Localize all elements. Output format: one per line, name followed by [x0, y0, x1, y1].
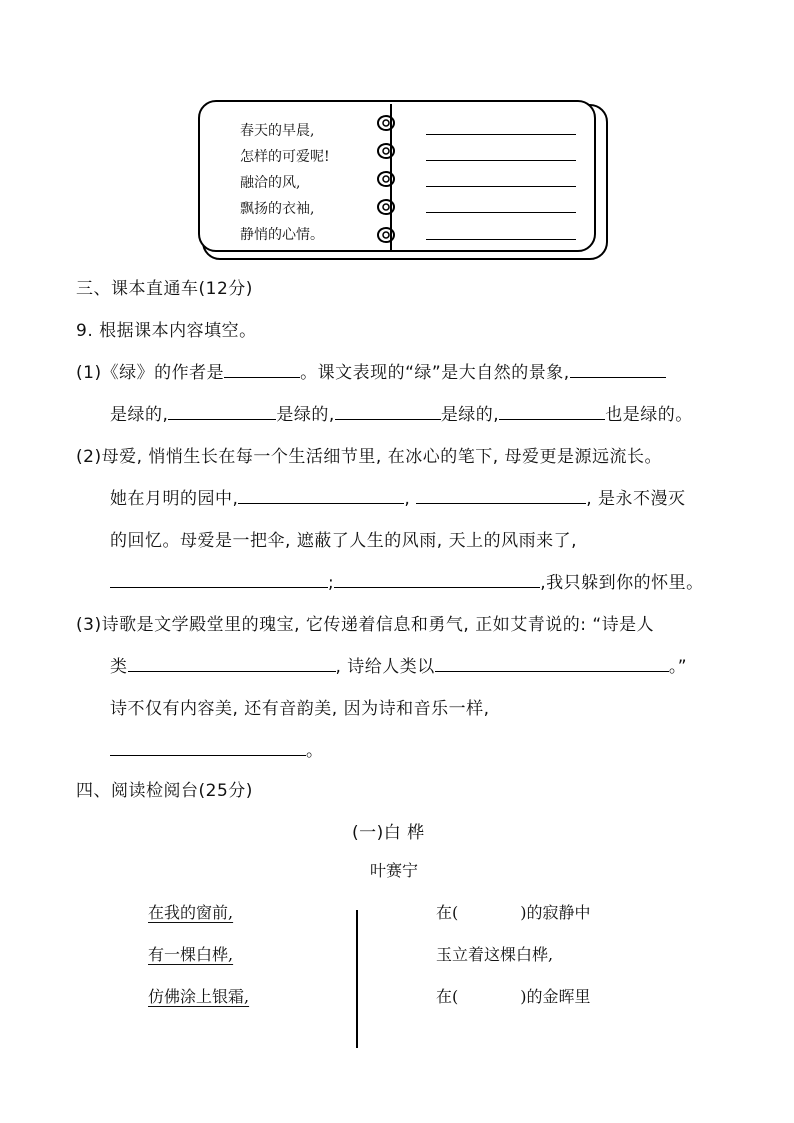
notebook-poem-lines — [240, 118, 330, 248]
answer-blank[interactable] — [238, 488, 404, 504]
answer-blank[interactable] — [416, 488, 586, 504]
q3-text-b: 类 — [110, 657, 128, 677]
writing-line — [426, 160, 576, 161]
q2-line4 — [110, 568, 704, 593]
section3-heading: 三、课本直通车(12分) — [76, 279, 253, 299]
q3-line1: (3)诗歌是文学殿堂里的瑰宝, 它传递着信息和勇气, 正如艾青说的: “诗是人 — [76, 615, 655, 635]
spiral-ring-icon — [376, 226, 396, 244]
answer-blank[interactable] — [168, 404, 276, 420]
notebook-front-page — [198, 100, 596, 252]
writing-line — [426, 239, 576, 240]
poem-right-line — [436, 900, 591, 923]
answer-blank[interactable] — [224, 362, 300, 378]
writing-line — [426, 134, 576, 135]
q1-text-a: (1)《绿》的作者是 — [76, 363, 225, 383]
poem-author: 叶赛宁 — [370, 861, 419, 880]
notebook-line: 飘扬的衣袖, — [240, 201, 315, 217]
answer-blank[interactable] — [570, 362, 666, 378]
q2-text-b: 她在月明的园中, — [110, 489, 239, 509]
q3-line4 — [110, 736, 324, 761]
q2-text-c: , — [404, 489, 411, 509]
q2-text-f: ; — [328, 573, 335, 593]
q2-line2 — [110, 484, 686, 509]
poem-right-pre: 玉立着这棵白桦, — [436, 945, 554, 964]
q2-line3: 的回忆。母爱是一把伞, 遮蔽了人生的风雨, 天上的风雨来了, — [110, 531, 578, 551]
q2-text-g: ,我只躲到你的怀里。 — [540, 573, 704, 593]
poem-right-line — [436, 984, 591, 1007]
column-divider — [356, 910, 358, 1048]
poem-left-line: 仿佛涂上银霜, — [148, 987, 250, 1006]
answer-blank[interactable] — [435, 656, 669, 672]
q3-line2 — [110, 652, 687, 677]
answer-blank[interactable] — [110, 740, 306, 756]
q2-line1: (2)母爱, 悄悄生长在每一个生活细节里, 在冰心的笔下, 母爱更是源远流长。 — [76, 447, 663, 467]
answer-blank[interactable] — [110, 572, 328, 588]
writing-line — [426, 212, 576, 213]
poem-right-pre: 在( — [436, 987, 459, 1006]
q3-line3: 诗不仅有内容美, 还有音韵美, 因为诗和音乐一样, — [110, 699, 490, 719]
poem-right-pre: 在( — [436, 903, 459, 922]
poem-right-post: )的寂静中 — [520, 903, 591, 922]
q1-text-f: 也是绿的。 — [605, 405, 693, 425]
answer-blank[interactable] — [335, 404, 441, 420]
q2-text-d: , 是永不漫灭 — [586, 489, 686, 509]
notebook-line: 静悄的心情。 — [240, 227, 324, 243]
q1-text-e: 是绿的, — [440, 405, 500, 425]
q1-text-d: 是绿的, — [276, 405, 335, 425]
poem-left-line: 在我的窗前, — [148, 903, 234, 922]
notebook-line: 春天的早晨, — [240, 123, 315, 139]
question-9: 9. 根据课本内容填空。 — [76, 321, 257, 341]
q3-text-f: 。 — [306, 741, 324, 761]
q1-line2 — [110, 400, 693, 425]
q3-text-d: 。” — [668, 657, 688, 677]
poem-title: (一)白 桦 — [352, 823, 425, 843]
q1-text-b: 。课文表现的“绿”是大自然的景象, — [300, 363, 570, 383]
answer-blank[interactable] — [128, 656, 336, 672]
spiral-ring-icon — [376, 170, 396, 188]
answer-blank[interactable] — [334, 572, 540, 588]
spiral-ring-icon — [376, 142, 396, 160]
spiral-ring-icon — [376, 114, 396, 132]
notebook-illustration — [196, 98, 608, 262]
poem-left-line: 有一棵白桦, — [148, 945, 234, 964]
notebook-line: 怎样的可爱呢! — [240, 149, 330, 165]
q1-line1 — [76, 358, 666, 383]
section4-heading: 四、阅读检阅台(25分) — [76, 781, 253, 801]
writing-line — [426, 186, 576, 187]
answer-blank[interactable] — [499, 404, 605, 420]
poem-right-line — [436, 942, 553, 965]
q1-text-c: 是绿的, — [110, 405, 169, 425]
spiral-ring-icon — [376, 198, 396, 216]
poem-right-post: )的金晖里 — [520, 987, 591, 1006]
notebook-line: 融洽的风, — [240, 175, 301, 191]
q3-text-c: , 诗给人类以 — [335, 657, 435, 677]
